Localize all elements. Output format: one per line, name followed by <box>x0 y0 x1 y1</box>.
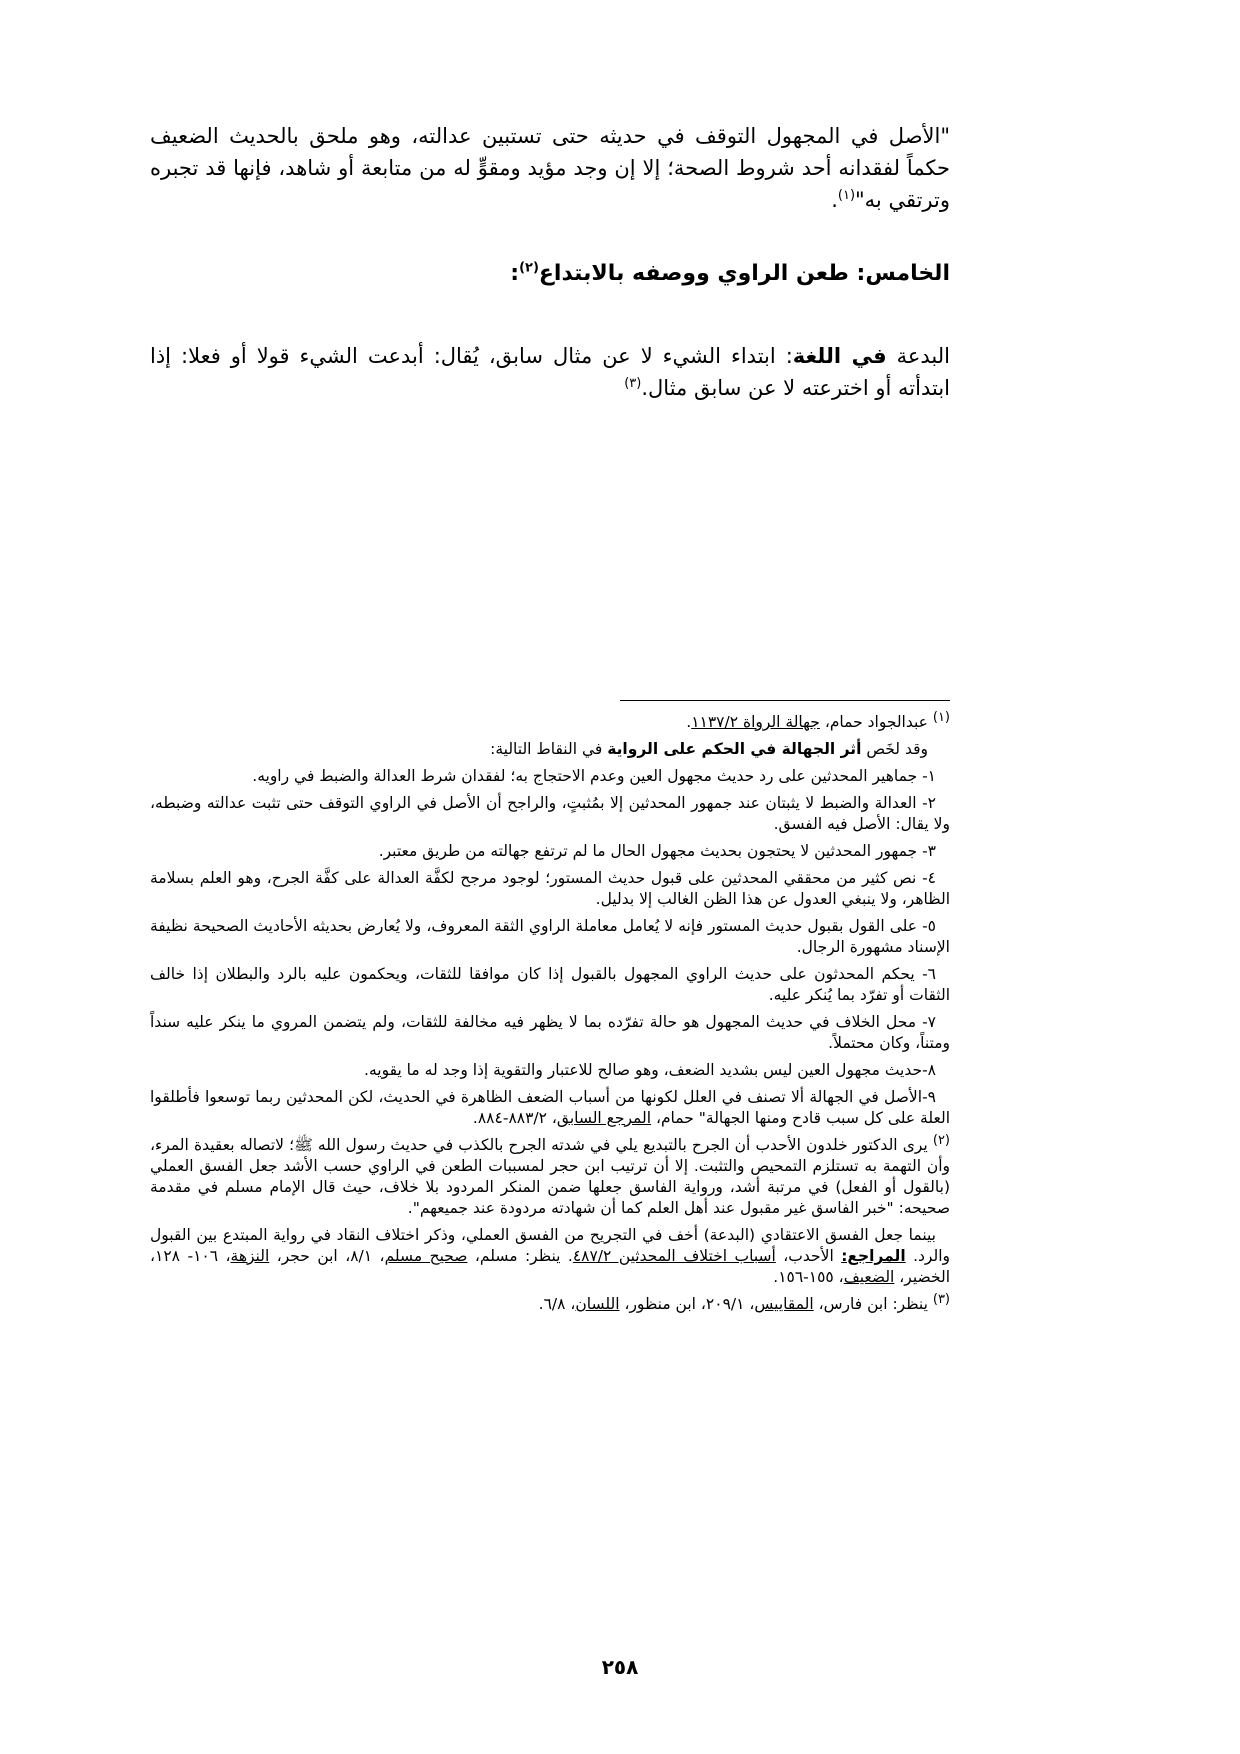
quote-text: "الأصل في المجهول التوقف في حديثه حتى تستبين عدالته، وهو ملحق بالحديث الضعيف حكماً لفقدانه أحد شروط الصحة؛ إلا إن وجد مؤيد ومقوٍّ له من متابعة أو شاهد، فإنها قد تجبره وترتقي به" <box>150 124 950 212</box>
footnote-link[interactable]: المرجع السابق <box>556 1109 652 1127</box>
footnote-1: $^{(١)}$ عبدالجواد حمام، جهالة الرواة ١١٣٧/٢. <box>686 709 950 731</box>
footnote-divider <box>620 700 950 701</box>
footnote-link[interactable]: صحيح مسلم <box>384 1247 468 1265</box>
quote-paragraph: "الأصل في المجهول التوقف في حديثه حتى تستبين عدالته، وهو ملحق بالحديث الضعيف حكماً لفقدانه أحد شروط الصحة؛ إلا إن وجد مؤيد ومقوٍّ له من متابعة أو شاهد، فإنها قد تجبره وترتقي به"$^{(١)}$. <box>150 124 950 212</box>
footnote-point: ٧- محل الخلاف في حديث المجهول هو حالة تفرّده بما لا يظهر فيه مخالفة للثقات، ولم يتضمن المروي ما ينكر عليه سنداً ومتناً، وكان محتملاً. <box>150 1013 950 1052</box>
footnote-point: ١- جماهير المحدثين على رد حديث مجهول العين وعدم الاحتجاج به؛ لفقدان شرط العدالة والضبط في راويه. <box>252 767 936 785</box>
footnote-link[interactable]: اللسان <box>575 1295 620 1313</box>
definition-paragraph: البدعة في اللغة: ابتداء الشيء لا عن مثال سابق، يُقال: أبدعت الشيء قولا أو فعلا: إذا ابتدأته أو اخترعته لا عن سابق مثال.$^{(٣)}$ <box>150 344 950 400</box>
footnote-link[interactable]: أسباب اختلاف المحدثين ٤٨٧/٢ <box>572 1247 776 1265</box>
footnotes-section <box>150 709 950 1321</box>
footnote-point: ٨-حديث مجهول العين ليس بشديد الضعف، وهو صالح للاعتبار والتقوية إذا وجد له ما يقويه. <box>364 1061 936 1079</box>
footnote-point: ٥- على القول بقبول حديث المستور فإنه لا يُعامل معاملة الراوي الثقة المعروف، ولا يُعارض بحديثه الأحاديث الصحيحة نظيفة الإسناد مشهورة الرجال. <box>150 917 950 956</box>
footnote-link[interactable]: المقاييس <box>754 1295 814 1313</box>
footnote-ref-2[interactable]: (٢) <box>519 260 539 276</box>
section-heading: الخامس: طعن الراوي ووصفه بالابتداع$^{(٢)}$: <box>510 260 950 286</box>
footnote-ref-3[interactable]: (٣) <box>624 376 642 391</box>
footnote-2: $^{(٢)}$ يرى الدكتور خلدون الأحدب أن الجرح بالتبديع يلي في شدته الجرح بالكذب في حديث رسول الله ﷺ؛ لاتصاله بعقيدة المرء، وأن التهمة به تستلزم التمحيص والتثبت. إلا أن ترتيب ابن حجر لمسببات الطعن في الراوي حسب الأشد جعل الفسق العملي (بالقول أو الفعل) في مرتبة أشد، ورواية الفاسق جعلها ضمن المنكر المردود بلا خلاف، حيث قال الإمام مسلم في مقدمة صحيحه: "خبر الفاسق غير مقبول عند أهل العلم كما أن شهادته مردودة عند جميعهم". <box>150 1132 950 1217</box>
footnote-ref-1[interactable]: (١) <box>837 188 856 203</box>
footnote-point: ٦- يحكم المحدثون على حديث الراوي المجهول بالقبول إذا كان موافقا للثقات، ويحكمون عليه بالرد والبطلان إذا خالف الثقات أو تفرّد بما يُنكر عليه. <box>150 965 950 1004</box>
footnote-1-intro: وقد لخَص أثر الجهالة في الحكم على الرواية في النقاط التالية: <box>490 740 928 758</box>
footnote-point: ٣- جمهور المحدثين لا يحتجون بحديث مجهول الحال ما لم ترتفع جهالته من طريق معتبر. <box>378 842 936 860</box>
term-bold: في اللغة <box>792 344 887 368</box>
footnote-2-continued: بينما جعل الفسق الاعتقادي (البدعة) أخف في التجريح من الفسق العملي، وذكر اختلاف النقاد في رواية المبتدع بين القبول والرد. المراجع: الأحدب، أسباب اختلاف المحدثين ٤٨٧/٢. ينظر: مسلم، صحيح مسلم، ٨/١، ابن حجر، النزهة، ١٠٦- ١٢٨، الخضير، الضعيف، ١٥٥-١٥٦. <box>150 1226 950 1286</box>
footnote-3: $^{(٣)}$ ينظر: ابن فارس، المقاييس، ٢٠٩/١، ابن منظور، اللسان، ٦/٨. <box>538 1291 950 1313</box>
footnote-point: ٤- نص كثير من محققي المحدثين على قبول حديث المستور؛ لوجود مرجح لكفَّة العدالة على كفَّة الجرح، وهو العلم بسلامة الظاهر، ولا ينبغي العدول عن هذا الظن الغالب إلا بدليل. <box>150 869 950 908</box>
footnote-link[interactable]: جهالة الرواة ١١٣٧/٢ <box>691 713 820 731</box>
main-text <box>150 120 950 404</box>
footnote-link[interactable]: الضعيف <box>843 1268 895 1286</box>
footnote-point-9: ٩-الأصل في الجهالة ألا تصنف في العلل لكونها من أسباب الضعف الظاهرة في الحديث، لكن المحدثين ربما توسعوا فأطلقوا العلة على كل سبب قادح ومنها الجهالة" حمام، المرجع السابق، ٨٨٣/٢-٨٨٤. <box>150 1088 950 1127</box>
footnote-point: ٢- العدالة والضبط لا يثبتان عند جمهور المحدثين إلا بمُثبتٍ، والراجح أن الأصل في الراوي التوقف حتى تثبت عدالته وضبطه، ولا يقال: الأصل فيه الفسق. <box>150 794 950 833</box>
footnote-link[interactable]: النزهة <box>230 1247 270 1265</box>
page-number: ٢٥٨ <box>601 1655 639 1679</box>
